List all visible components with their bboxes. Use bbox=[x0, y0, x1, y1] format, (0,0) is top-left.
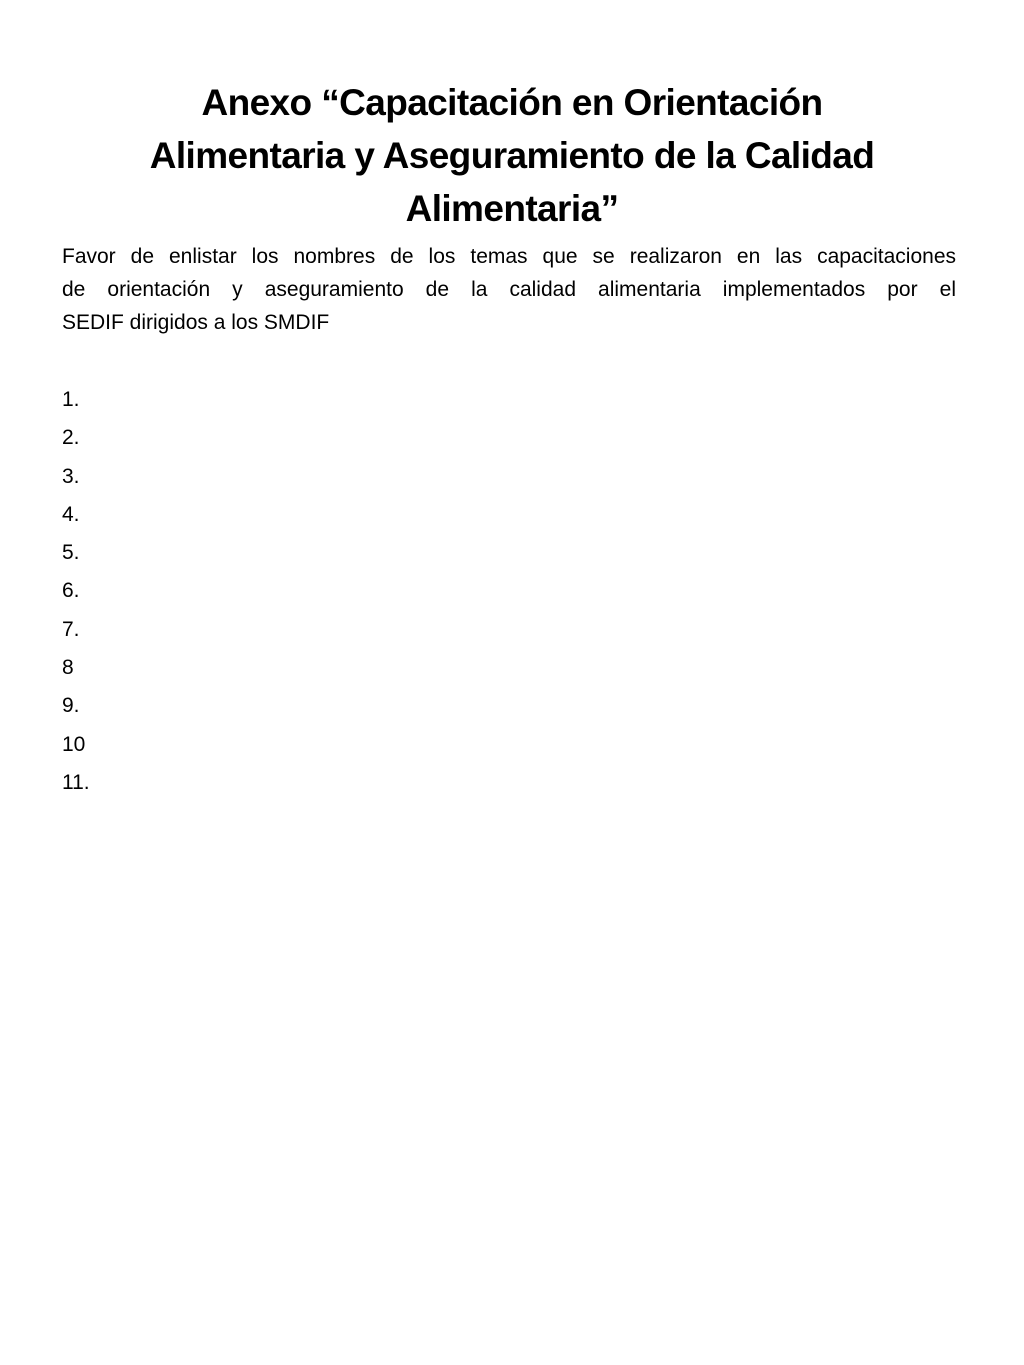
list-item: 7. bbox=[62, 617, 80, 641]
document-title bbox=[62, 76, 962, 235]
list-item: 4. bbox=[62, 502, 80, 526]
list-item: 2. bbox=[62, 426, 80, 450]
title-line: Alimentaria” bbox=[405, 188, 619, 229]
list-item: 1. bbox=[62, 388, 80, 411]
list-item: 10 bbox=[62, 732, 86, 756]
list-item: 5. bbox=[62, 541, 80, 565]
list-item: 6. bbox=[62, 579, 80, 603]
title-line: Alimentaria y Aseguramiento de la Calidad bbox=[149, 135, 875, 176]
instructions-line: SEDIF dirigidos a los SMDIF bbox=[62, 311, 330, 334]
instructions-line: Favor de enlistar los nombres de los temas que se realizaron en las capacitaciones bbox=[62, 245, 956, 268]
numbered-list bbox=[62, 381, 90, 802]
list-item: 11. bbox=[62, 770, 90, 794]
list-item: 3. bbox=[62, 464, 80, 488]
list-item: 8 bbox=[62, 656, 74, 680]
list-item: 9. bbox=[62, 694, 80, 718]
title-line: Anexo “Capacitación en Orientación bbox=[201, 82, 823, 123]
instructions-line: de orientación y aseguramiento de la calidad alimentaria implementados por el bbox=[62, 278, 956, 301]
instructions-paragraph bbox=[62, 240, 956, 339]
